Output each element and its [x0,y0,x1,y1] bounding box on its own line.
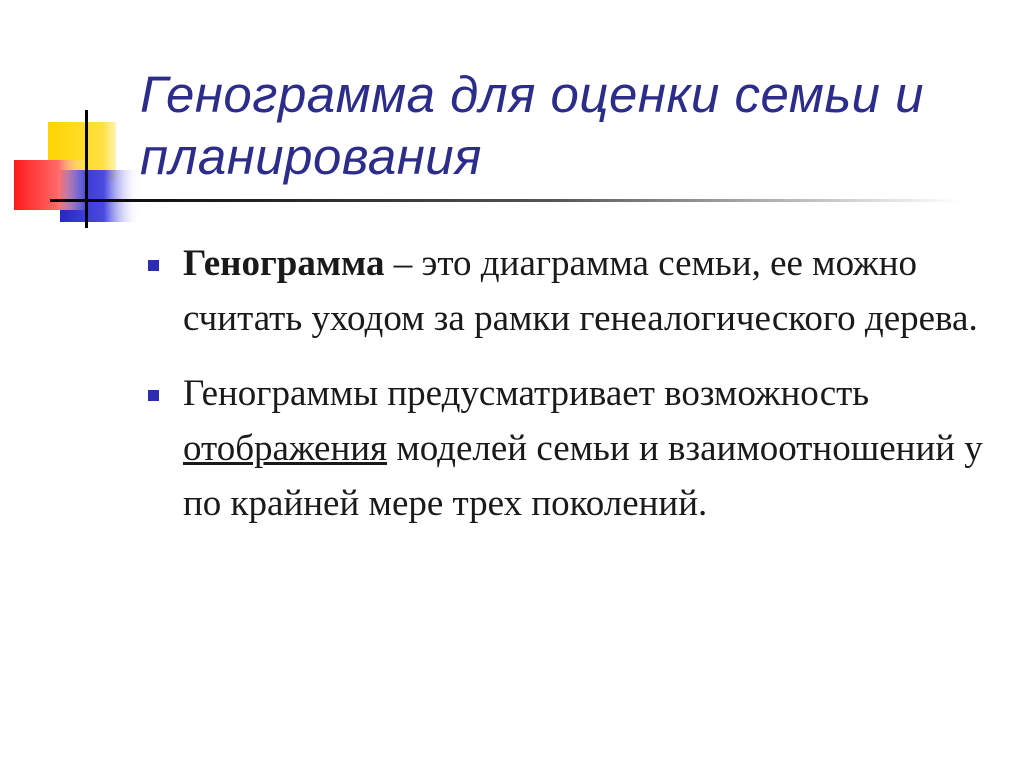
bullet-text-before: Генограммы предусматривает возможность [183,373,870,414]
bullet-term: Генограмма [183,243,385,284]
deco-vertical-line [85,110,88,228]
deco-red-square [14,160,88,210]
bullet-list [145,236,985,551]
square-bullet-icon [148,260,159,271]
corner-decoration [0,0,160,240]
title-divider [50,199,960,202]
bullet-item-genogram-definition [145,236,985,346]
bullet-item-genogram-purpose [145,366,985,531]
slide-title: Генограмма для оценки семьи и планирования [140,66,925,185]
display-link[interactable]: отображения [183,428,388,469]
square-bullet-icon [148,390,159,401]
bullet-text-after: моделей семьи и взаимоотношений у по крайней мере трех поколений. [183,428,983,524]
bullet-text: – это диаграмма семьи, ее можно считать уходом за рамки генеалогического дерева. [183,243,978,339]
